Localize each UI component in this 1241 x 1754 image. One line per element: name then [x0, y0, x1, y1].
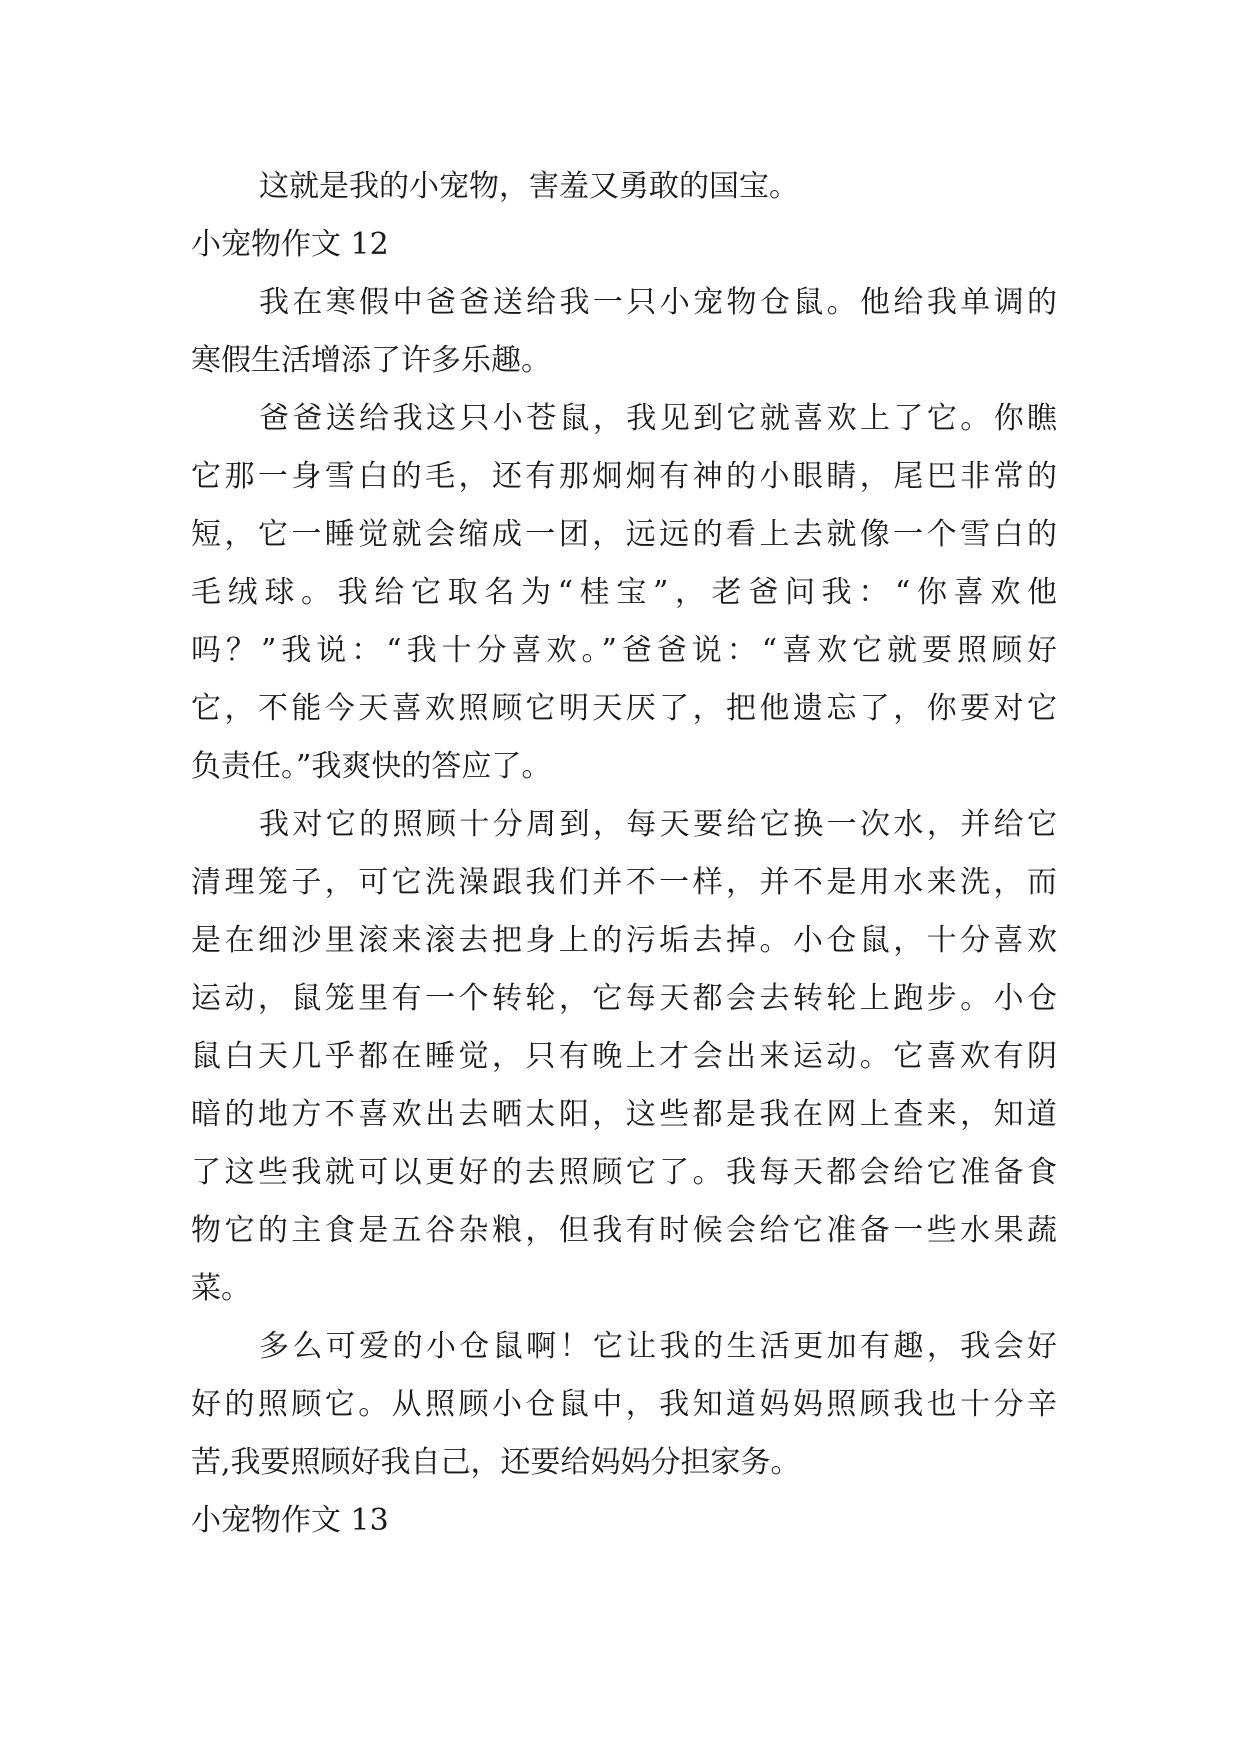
- text-line: 毛绒球。我给它取名为“桂宝”，老爸问我：“你喜欢他: [191, 575, 1057, 610]
- text-line: 了这些我就可以更好的去照顾它了。我每天都会给它准备食: [191, 1155, 1057, 1190]
- paragraph: [191, 1318, 1057, 1492]
- text-line: 运动，鼠笼里有一个转轮，它每天都会去转轮上跑步。小仓: [191, 981, 1057, 1016]
- text-line: 好的照顾它。从照顾小仓鼠中，我知道妈妈照顾我也十分辛: [191, 1387, 1057, 1422]
- text-line: 暗的地方不喜欢出去晒太阳，这些都是我在网上查来，知道: [191, 1097, 1057, 1132]
- essay-heading: 小宠物作文 12: [191, 227, 389, 262]
- text-line: 是在细沙里滚来滚去把身上的污垢去掉。小仓鼠，十分喜欢: [191, 923, 1057, 958]
- document-body: [191, 158, 1057, 1550]
- text-line: 吗？”我说：“我十分喜欢。”爸爸说：“喜欢它就要照顾好: [191, 633, 1057, 668]
- paragraph: [191, 796, 1057, 1318]
- text-line: 菜。: [191, 1271, 251, 1306]
- text-line: 寒假生活增添了许多乐趣。: [191, 343, 551, 378]
- essay-heading: 小宠物作文 13: [191, 1503, 389, 1538]
- text-line: 清理笼子，可它洗澡跟我们并不一样，并不是用水来洗，而: [191, 865, 1057, 900]
- text-line: 苦,我要照顾好我自己，还要给妈妈分担家务。: [191, 1445, 801, 1480]
- text-line: 多么可爱的小仓鼠啊！它让我的生活更加有趣，我会好: [259, 1329, 1057, 1364]
- paragraph: [191, 390, 1057, 796]
- text-line: 这就是我的小宠物，害羞又勇敢的国宝。: [259, 169, 799, 204]
- text-line: 它，不能今天喜欢照顾它明天厌了，把他遗忘了，你要对它: [191, 691, 1057, 726]
- paragraph: [191, 158, 1057, 216]
- text-line: 我在寒假中爸爸送给我一只小宠物仓鼠。他给我单调的: [259, 285, 1057, 320]
- text-line: 鼠白天几乎都在睡觉，只有晚上才会出来运动。它喜欢有阴: [191, 1039, 1057, 1074]
- text-line: 负责任。”我爽快的答应了。: [191, 749, 552, 784]
- text-line: 物它的主食是五谷杂粮，但我有时候会给它准备一些水果蔬: [191, 1213, 1057, 1248]
- paragraph: [191, 274, 1057, 390]
- text-line: 它那一身雪白的毛，还有那炯炯有神的小眼睛，尾巴非常的: [191, 459, 1057, 494]
- text-line: 爸爸送给我这只小苍鼠，我见到它就喜欢上了它。你瞧: [259, 401, 1057, 436]
- text-line: 我对它的照顾十分周到，每天要给它换一次水，并给它: [259, 807, 1057, 842]
- text-line: 短，它一睡觉就会缩成一团，远远的看上去就像一个雪白的: [191, 517, 1057, 552]
